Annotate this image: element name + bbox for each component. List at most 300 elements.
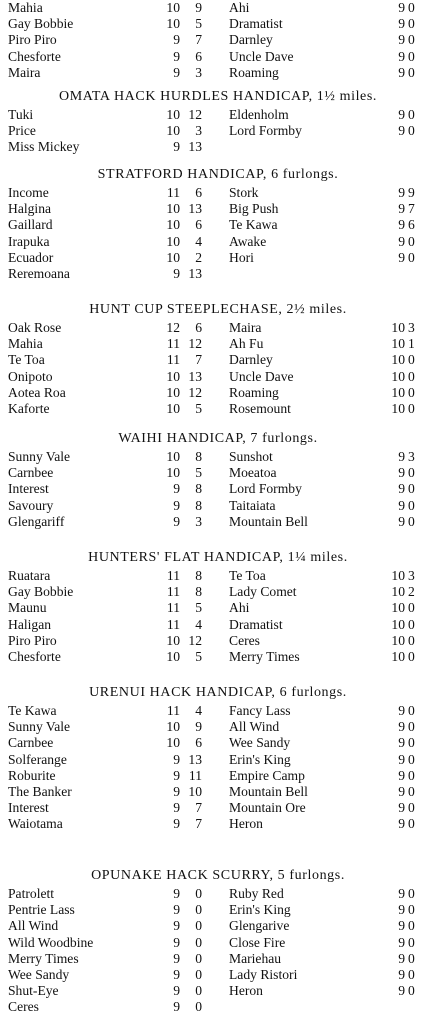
entry-row	[0, 449, 436, 465]
horse-name: Carnbee	[8, 465, 54, 481]
horse-name: Shut-Eye	[8, 983, 59, 999]
horse-name: Sunny Vale	[8, 449, 71, 464]
horse-name: Wild Woodbine	[8, 934, 94, 950]
weight-stone: 9	[173, 64, 180, 80]
weight-stone: 9	[173, 767, 180, 783]
weight-stone: 10	[166, 368, 180, 384]
weight-stone: 9	[398, 64, 405, 80]
weight-pounds: 7	[195, 816, 202, 832]
weight-stone: 9	[398, 249, 405, 265]
horse-name: Lord Formby	[229, 123, 302, 139]
horse-name: Mountain Bell	[229, 783, 308, 799]
weight-stone: 9	[173, 783, 180, 799]
horse-name: Lady Comet	[229, 584, 297, 600]
weight-stone: 9	[398, 767, 405, 783]
weight-pounds: 0	[408, 64, 415, 80]
weight-stone: 10	[391, 568, 405, 583]
weight-pounds: 4	[195, 233, 202, 249]
weight-pounds: 0	[408, 648, 415, 664]
horse-name: Mountain Bell	[229, 513, 308, 529]
weight-pounds: 0	[408, 0, 415, 15]
weight-stone: 10	[391, 400, 405, 416]
horse-name: Darnley	[229, 352, 273, 368]
horse-name: Irapuka	[8, 233, 50, 249]
horse-name: Close Fire	[229, 934, 286, 950]
weight-stone: 9	[173, 48, 180, 64]
weight-stone: 10	[166, 233, 180, 249]
horse-name: Patrolett	[8, 886, 55, 901]
horse-name: Dramatist	[229, 16, 283, 32]
weight-stone: 9	[398, 800, 405, 816]
race-section	[0, 165, 436, 282]
weight-pounds: 4	[195, 616, 202, 632]
horse-name: Mariehau	[229, 950, 282, 966]
weight-stone: 9	[173, 265, 180, 281]
weight-pounds: 12	[188, 384, 202, 400]
horse-name: Haligan	[8, 616, 52, 632]
weight-pounds: 0	[408, 800, 415, 816]
entry-row	[0, 65, 436, 81]
weight-pounds: 0	[408, 400, 415, 416]
weight-stone: 10	[391, 600, 405, 616]
weight-pounds: 6	[195, 217, 202, 233]
weight-stone: 9	[398, 983, 405, 999]
entry-row	[0, 107, 436, 123]
weight-pounds: 0	[408, 497, 415, 513]
weight-pounds: 0	[408, 983, 415, 999]
entry-row	[0, 139, 436, 155]
weight-pounds: 0	[408, 816, 415, 832]
weight-stone: 9	[398, 481, 405, 497]
weight-stone: 9	[173, 950, 180, 966]
entry-row	[0, 649, 436, 665]
entry-row	[0, 385, 436, 401]
weight-pounds: 7	[195, 32, 202, 48]
horse-name: Fancy Lass	[229, 703, 291, 718]
horse-name: Wee Sandy	[229, 735, 291, 751]
horse-name: Wee Sandy	[8, 966, 70, 982]
weight-stone: 10	[166, 465, 180, 481]
weight-stone: 9	[398, 48, 405, 64]
horse-name: Eldenholm	[229, 107, 289, 122]
entry-row	[0, 250, 436, 266]
horse-name: Tuki	[8, 107, 34, 122]
entry-row	[0, 498, 436, 514]
weight-pounds: 3	[195, 123, 202, 139]
horse-name: Te Toa	[229, 568, 266, 583]
weight-pounds: 0	[408, 751, 415, 767]
horse-name: Miss Mickey	[8, 139, 80, 155]
weight-pounds: 9	[195, 0, 202, 15]
weight-pounds: 0	[408, 616, 415, 632]
horse-name: Halgina	[8, 201, 52, 217]
weight-pounds: 0	[195, 983, 202, 999]
weight-stone: 9	[398, 950, 405, 966]
weight-stone: 10	[391, 648, 405, 664]
weight-stone: 9	[173, 800, 180, 816]
weight-stone: 9	[398, 0, 405, 15]
weight-pounds: 8	[195, 497, 202, 513]
weight-stone: 10	[166, 123, 180, 139]
weight-stone: 10	[391, 584, 405, 600]
horse-name: Te Toa	[8, 352, 45, 368]
weight-stone: 10	[166, 217, 180, 233]
horse-name: Chesforte	[8, 48, 61, 64]
horse-name: Mountain Ore	[229, 800, 306, 816]
weight-stone: 10	[166, 201, 180, 217]
horse-name: Lord Formby	[229, 481, 302, 497]
weight-stone: 10	[166, 719, 180, 735]
entry-row	[0, 967, 436, 983]
horse-name: Carnbee	[8, 735, 54, 751]
horse-name: Ceres	[229, 632, 260, 648]
entry-row	[0, 369, 436, 385]
weight-pounds: 2	[195, 249, 202, 265]
race-heading: OMATA HACK HURDLES HANDICAP, 1½ miles.	[58, 89, 378, 104]
entry-row	[0, 935, 436, 951]
weight-pounds: 10	[188, 783, 202, 799]
weight-stone: 9	[173, 816, 180, 832]
weight-pounds: 12	[188, 107, 202, 122]
entry-row	[0, 719, 436, 735]
horse-name: Mahia	[8, 0, 43, 15]
horse-name: Roburite	[8, 767, 56, 783]
weight-pounds: 11	[188, 767, 202, 783]
horse-name: Heron	[229, 983, 263, 999]
weight-stone: 9	[173, 999, 180, 1015]
weight-pounds: 0	[195, 999, 202, 1015]
horse-name: Rosemount	[229, 400, 291, 416]
entry-row	[0, 918, 436, 934]
weight-pounds: 0	[195, 934, 202, 950]
weight-pounds: 9	[195, 719, 202, 735]
weight-stone: 9	[398, 217, 405, 233]
entry-row	[0, 768, 436, 784]
weight-stone: 11	[166, 336, 180, 352]
horse-name: Stork	[229, 185, 259, 200]
horse-name: Lady Ristori	[229, 966, 298, 982]
weight-stone: 9	[173, 497, 180, 513]
horse-name: Solferange	[8, 751, 67, 767]
horse-name: Sunny Vale	[8, 719, 71, 735]
weight-pounds: 0	[408, 481, 415, 497]
weight-pounds: 0	[408, 352, 415, 368]
entry-row	[0, 465, 436, 481]
weight-stone: 10	[166, 384, 180, 400]
weight-stone: 9	[173, 751, 180, 767]
weight-stone: 9	[173, 139, 180, 155]
horse-name: Te Kawa	[8, 703, 57, 718]
entry-row	[0, 266, 436, 282]
weight-pounds: 9	[408, 185, 415, 200]
weight-stone: 9	[398, 513, 405, 529]
entry-row	[0, 123, 436, 139]
horse-name: Ahi	[229, 0, 250, 15]
weight-stone: 12	[166, 320, 180, 335]
weight-stone: 9	[173, 966, 180, 982]
weight-pounds: 13	[188, 368, 202, 384]
weight-stone: 9	[173, 918, 180, 934]
weight-pounds: 5	[195, 648, 202, 664]
weight-stone: 9	[398, 233, 405, 249]
weight-stone: 9	[398, 107, 405, 122]
weight-pounds: 0	[408, 48, 415, 64]
race-heading: STRATFORD HANDICAP, 6 furlongs.	[97, 167, 339, 182]
race-heading: WAIHI HANDICAP, 7 furlongs.	[118, 431, 318, 446]
horse-name: Erin's King	[229, 902, 291, 918]
weight-pounds: 13	[188, 265, 202, 281]
weight-pounds: 3	[408, 449, 415, 464]
entry-row	[0, 703, 436, 719]
horse-name: Roaming	[229, 384, 279, 400]
horse-name: Price	[8, 123, 36, 139]
weight-pounds: 12	[188, 336, 202, 352]
entry-row	[0, 320, 436, 336]
weight-stone: 11	[166, 185, 180, 200]
weight-stone: 10	[166, 249, 180, 265]
weight-pounds: 0	[408, 233, 415, 249]
race-heading: URENUI HACK HANDICAP, 6 furlongs.	[89, 685, 347, 700]
weight-pounds: 5	[195, 600, 202, 616]
entry-row	[0, 735, 436, 751]
weight-pounds: 0	[408, 966, 415, 982]
horse-name: Ah Fu	[229, 336, 264, 352]
entry-row	[0, 886, 436, 902]
entry-row	[0, 584, 436, 600]
entry-row	[0, 600, 436, 616]
weight-stone: 9	[398, 934, 405, 950]
weight-pounds: 0	[408, 368, 415, 384]
weight-stone: 9	[398, 497, 405, 513]
weight-pounds: 0	[408, 465, 415, 481]
weight-stone: 9	[173, 934, 180, 950]
horse-name: Maunu	[8, 600, 47, 616]
weight-stone: 9	[398, 751, 405, 767]
weight-stone: 10	[166, 735, 180, 751]
entry-row	[0, 800, 436, 816]
entry-row	[0, 16, 436, 32]
weight-pounds: 5	[195, 465, 202, 481]
horse-name: Taitaiata	[229, 497, 276, 513]
weight-pounds: 0	[408, 107, 415, 122]
weight-pounds: 3	[408, 320, 415, 335]
entry-row	[0, 752, 436, 768]
entry-row	[0, 234, 436, 250]
entry-row	[0, 514, 436, 530]
weight-pounds: 7	[408, 201, 415, 217]
weight-pounds: 0	[408, 249, 415, 265]
horse-name: Merry Times	[229, 648, 300, 664]
horse-name: Darnley	[229, 32, 273, 48]
race-section	[0, 0, 436, 81]
horse-name: Te Kawa	[229, 217, 278, 233]
weight-stone: 10	[391, 616, 405, 632]
horse-name: Moeatoa	[229, 465, 277, 481]
horse-name: Piro Piro	[8, 32, 57, 48]
horse-name: Maira	[229, 320, 262, 335]
horse-name: Maira	[8, 64, 41, 80]
race-heading: HUNT CUP STEEPLECHASE, 2½ miles.	[89, 302, 347, 317]
weight-pounds: 6	[195, 48, 202, 64]
weight-pounds: 0	[195, 918, 202, 934]
weight-stone: 10	[391, 368, 405, 384]
weight-stone: 9	[398, 703, 405, 718]
weight-stone: 9	[173, 32, 180, 48]
weight-stone: 10	[391, 320, 405, 335]
weight-stone: 11	[166, 600, 180, 616]
horse-name: Ceres	[8, 999, 39, 1015]
weight-stone: 11	[166, 703, 180, 718]
entry-row	[0, 568, 436, 584]
weight-pounds: 0	[195, 950, 202, 966]
horse-name: Onipoto	[8, 368, 53, 384]
horse-name: Uncle Dave	[229, 48, 294, 64]
weight-stone: 10	[166, 400, 180, 416]
weight-stone: 10	[391, 336, 405, 352]
weight-pounds: 3	[195, 64, 202, 80]
weight-pounds: 0	[195, 886, 202, 901]
weight-stone: 10	[166, 632, 180, 648]
horse-name: Ruatara	[8, 568, 51, 583]
weight-pounds: 0	[408, 384, 415, 400]
weight-pounds: 8	[195, 481, 202, 497]
race-section	[0, 429, 436, 530]
weight-pounds: 0	[408, 123, 415, 139]
weight-pounds: 0	[408, 735, 415, 751]
weight-pounds: 0	[408, 918, 415, 934]
entry-row	[0, 32, 436, 48]
weight-pounds: 0	[408, 783, 415, 799]
weight-pounds: 12	[188, 632, 202, 648]
horse-name: Awake	[229, 233, 267, 249]
weight-pounds: 13	[188, 139, 202, 155]
weight-pounds: 8	[195, 584, 202, 600]
race-section	[0, 300, 436, 417]
weight-stone: 9	[398, 735, 405, 751]
weight-stone: 11	[166, 616, 180, 632]
weight-stone: 10	[166, 16, 180, 32]
weight-pounds: 0	[408, 703, 415, 718]
race-section	[0, 866, 436, 1016]
weight-pounds: 5	[195, 400, 202, 416]
weight-pounds: 0	[408, 513, 415, 529]
horse-name: All Wind	[229, 719, 280, 735]
horse-name: Sunshot	[229, 449, 273, 464]
horse-name: Hori	[229, 249, 254, 265]
weight-stone: 10	[166, 648, 180, 664]
race-section	[0, 548, 436, 665]
weight-stone: 9	[173, 983, 180, 999]
entry-row	[0, 185, 436, 201]
weight-stone: 9	[398, 783, 405, 799]
horse-name: Heron	[229, 816, 263, 832]
weight-pounds: 5	[195, 16, 202, 32]
weight-pounds: 6	[408, 217, 415, 233]
entry-row	[0, 401, 436, 417]
weight-pounds: 0	[408, 934, 415, 950]
weight-pounds: 3	[195, 513, 202, 529]
weight-pounds: 0	[195, 966, 202, 982]
weight-pounds: 13	[188, 201, 202, 217]
weight-stone: 10	[391, 384, 405, 400]
weight-pounds: 3	[408, 568, 415, 583]
horse-name: Gay Bobbie	[8, 16, 74, 32]
horse-name: Chesforte	[8, 648, 61, 664]
entry-row	[0, 49, 436, 65]
weight-pounds: 0	[408, 719, 415, 735]
weight-stone: 9	[398, 918, 405, 934]
weight-stone: 11	[166, 352, 180, 368]
weight-stone: 9	[398, 816, 405, 832]
weight-pounds: 0	[408, 767, 415, 783]
weight-stone: 11	[166, 584, 180, 600]
weight-pounds: 0	[408, 600, 415, 616]
weight-pounds: 0	[408, 632, 415, 648]
weight-pounds: 0	[195, 902, 202, 918]
horse-name: All Wind	[8, 918, 59, 934]
entry-row	[0, 617, 436, 633]
weight-stone: 9	[173, 481, 180, 497]
weight-stone: 9	[398, 185, 405, 200]
horse-name: Uncle Dave	[229, 368, 294, 384]
entry-row	[0, 784, 436, 800]
entry-row	[0, 352, 436, 368]
horse-name: Oak Rose	[8, 320, 62, 335]
race-heading: HUNTERS' FLAT HANDICAP, 1¼ miles.	[88, 550, 348, 565]
horse-name: Kaforte	[8, 400, 50, 416]
weight-pounds: 0	[408, 32, 415, 48]
horse-name: Gay Bobbie	[8, 584, 74, 600]
weight-pounds: 0	[408, 950, 415, 966]
weight-stone: 10	[166, 0, 180, 15]
horse-name: The Banker	[8, 783, 72, 799]
horse-name: Reremoana	[8, 265, 70, 281]
horse-name: Glengariff	[8, 513, 65, 529]
weight-stone: 9	[173, 513, 180, 529]
weight-stone: 9	[173, 886, 180, 901]
horse-name: Erin's King	[229, 751, 291, 767]
weight-pounds: 2	[408, 584, 415, 600]
weight-stone: 9	[398, 966, 405, 982]
weight-pounds: 8	[195, 449, 202, 464]
entry-row	[0, 902, 436, 918]
weight-pounds: 6	[195, 735, 202, 751]
weight-stone: 9	[398, 123, 405, 139]
horse-name: Merry Times	[8, 950, 79, 966]
entry-row	[0, 983, 436, 999]
entry-row	[0, 0, 436, 16]
weight-stone: 9	[398, 449, 405, 464]
weight-stone: 9	[398, 465, 405, 481]
weight-pounds: 4	[195, 703, 202, 718]
horse-name: Piro Piro	[8, 632, 57, 648]
horse-name: Ruby Red	[229, 886, 284, 901]
horse-name: Dramatist	[229, 616, 283, 632]
horse-name: Big Push	[229, 201, 279, 217]
weight-pounds: 8	[195, 568, 202, 583]
weight-pounds: 0	[408, 902, 415, 918]
horse-name: Income	[8, 185, 49, 200]
horse-name: Gaillard	[8, 217, 53, 233]
horse-name: Roaming	[229, 64, 279, 80]
horse-name: Savoury	[8, 497, 54, 513]
horse-name: Waiotama	[8, 816, 63, 832]
weight-pounds: 6	[195, 185, 202, 200]
horse-name: Interest	[8, 481, 49, 497]
entry-row	[0, 816, 436, 832]
entry-row	[0, 481, 436, 497]
entry-row	[0, 999, 436, 1015]
